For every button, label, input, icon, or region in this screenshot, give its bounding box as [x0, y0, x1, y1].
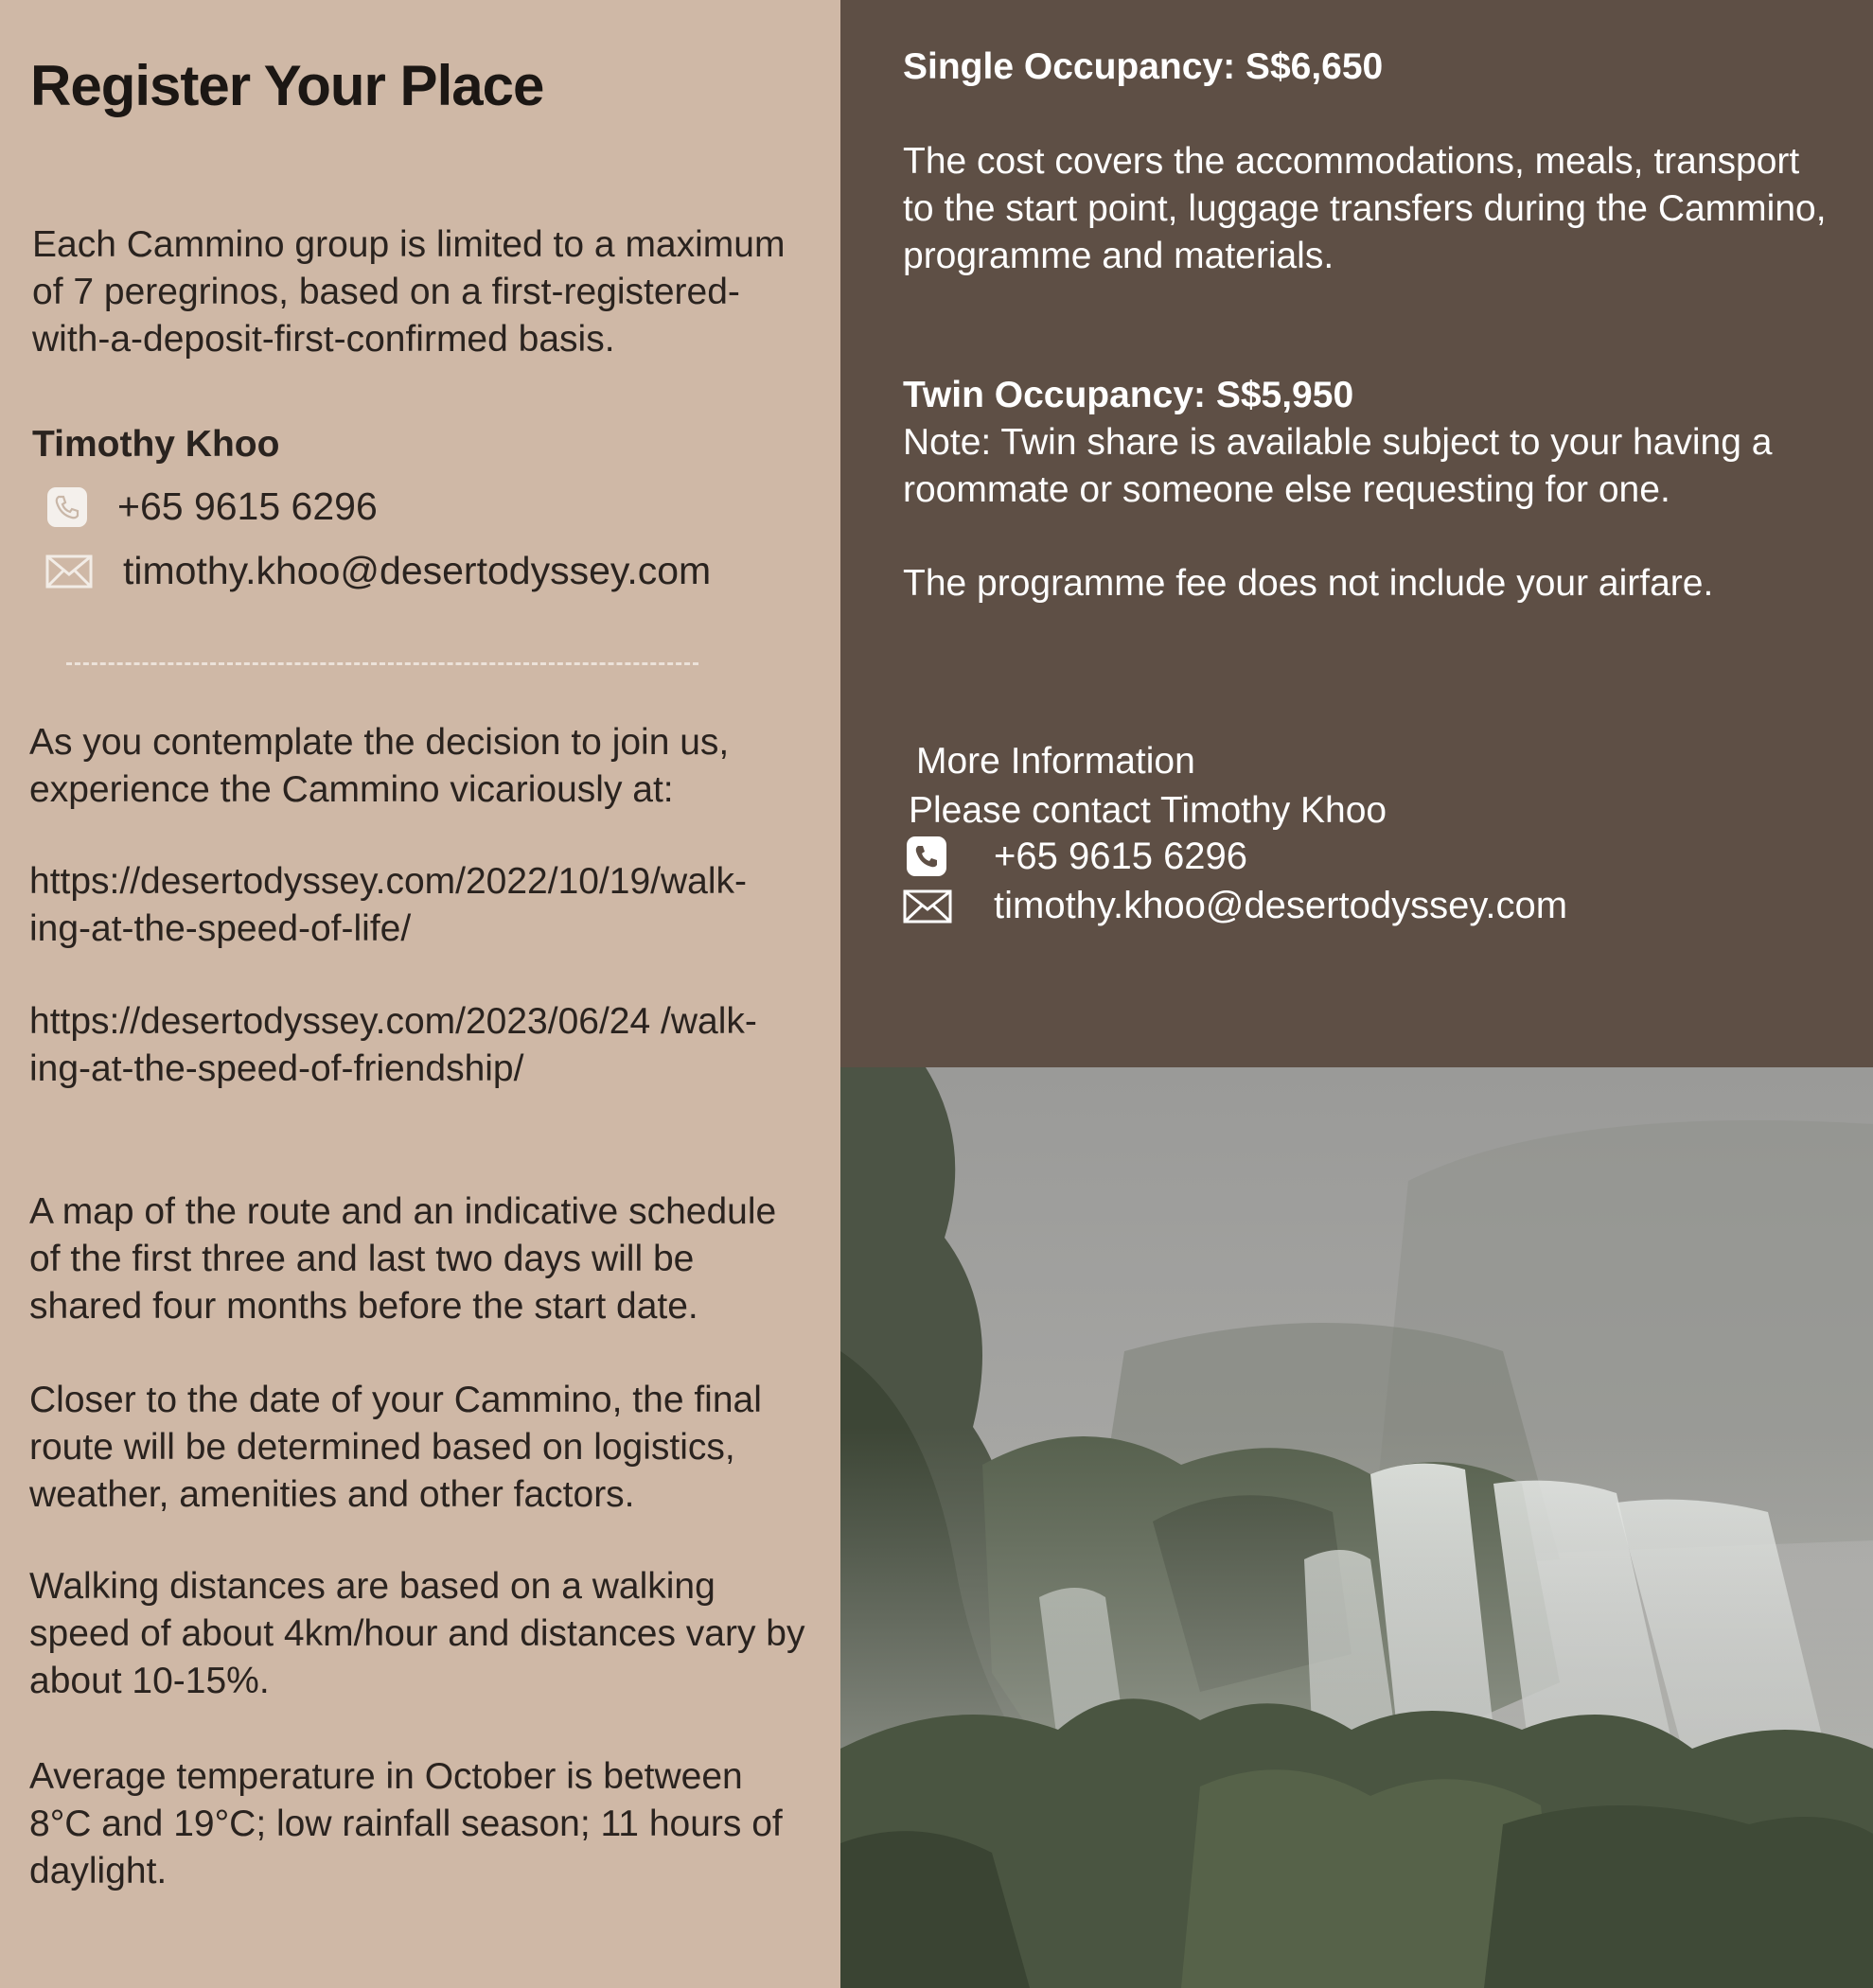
- phone-icon: [905, 835, 948, 878]
- group-limit-text: Each Cammino group is limited to a maximum of 7 peregrinos, based on a first-registered-with-a-deposit-first-confirmed basis.: [32, 224, 786, 360]
- blog-link-speed-of-friendship[interactable]: [29, 998, 824, 1093]
- contact-email-link[interactable]: timothy.khoo@desertodyssey.com: [123, 549, 712, 592]
- more-info-email-row: [903, 885, 1567, 927]
- route-map-text: A map of the route and an indicative schedule of the first three and last two days will be shared four months before the start date.: [29, 1191, 777, 1327]
- temperature-text: Average temperature in October is between 8°C and 19°C; low rainfall season; 11 hours of daylight.: [29, 1756, 783, 1891]
- section-divider: [66, 662, 698, 665]
- contemplate-text: As you contemplate the decision to join us, experience the Cammino vicariously at:: [29, 722, 730, 810]
- more-info-phone-row: [905, 835, 1247, 878]
- contact-phone-row: [45, 484, 378, 529]
- single-occupancy-heading: Single Occupancy: S$6,650: [903, 46, 1384, 87]
- page-title: Register Your Place: [30, 54, 544, 117]
- pricing-panel: [840, 0, 1873, 1067]
- airfare-note: The programme fee does not include your airfare.: [903, 563, 1714, 604]
- blog-link-speed-of-life-line2: ing-at-the-speed-of-life/: [29, 908, 412, 949]
- waterfall-image: [840, 1067, 1873, 1988]
- twin-occupancy-heading: Twin Occupancy: S$5,950: [903, 375, 1354, 415]
- envelope-icon: [45, 553, 93, 590]
- waterfall-photo: [840, 1067, 1873, 1988]
- more-info-heading: More Information: [916, 741, 1195, 782]
- blog-link-speed-of-friendship-line2: ing-at-the-speed-of-friendship/: [29, 1048, 524, 1089]
- contact-name: Timothy Khoo: [32, 424, 280, 465]
- more-info-email-link[interactable]: timothy.khoo@desertodyssey.com: [994, 885, 1568, 926]
- contact-email-row: [45, 549, 711, 593]
- registration-panel: [0, 0, 840, 1988]
- single-occupancy-description: The cost covers the accommodations, meals, transport to the start point, luggage transfers during the Cammino, programme and materials.: [903, 141, 1827, 276]
- envelope-icon: [903, 888, 952, 925]
- more-info-contact-line: Please contact Timothy Khoo: [909, 790, 1387, 831]
- blog-link-speed-of-life-line1: https://desertodyssey.com/2022/10/19/walk-: [29, 861, 748, 902]
- more-info-phone-link[interactable]: +65 9615 6296: [994, 835, 1248, 877]
- twin-occupancy-note: Note: Twin share is available subject to your having a roommate or someone else requesting for one.: [903, 422, 1773, 510]
- phone-icon: [45, 485, 89, 529]
- blog-link-speed-of-life[interactable]: [29, 858, 824, 953]
- blog-link-speed-of-friendship-line1: https://desertodyssey.com/2023/06/24 /walk-: [29, 1001, 757, 1042]
- contact-phone-link[interactable]: +65 9615 6296: [117, 484, 378, 528]
- walking-distance-text: Walking distances are based on a walking speed of about 4km/hour and distances vary by about 10-15%.: [29, 1566, 805, 1701]
- final-route-text: Closer to the date of your Cammino, the final route will be determined based on logistics, weather, amenities and other factors.: [29, 1380, 762, 1515]
